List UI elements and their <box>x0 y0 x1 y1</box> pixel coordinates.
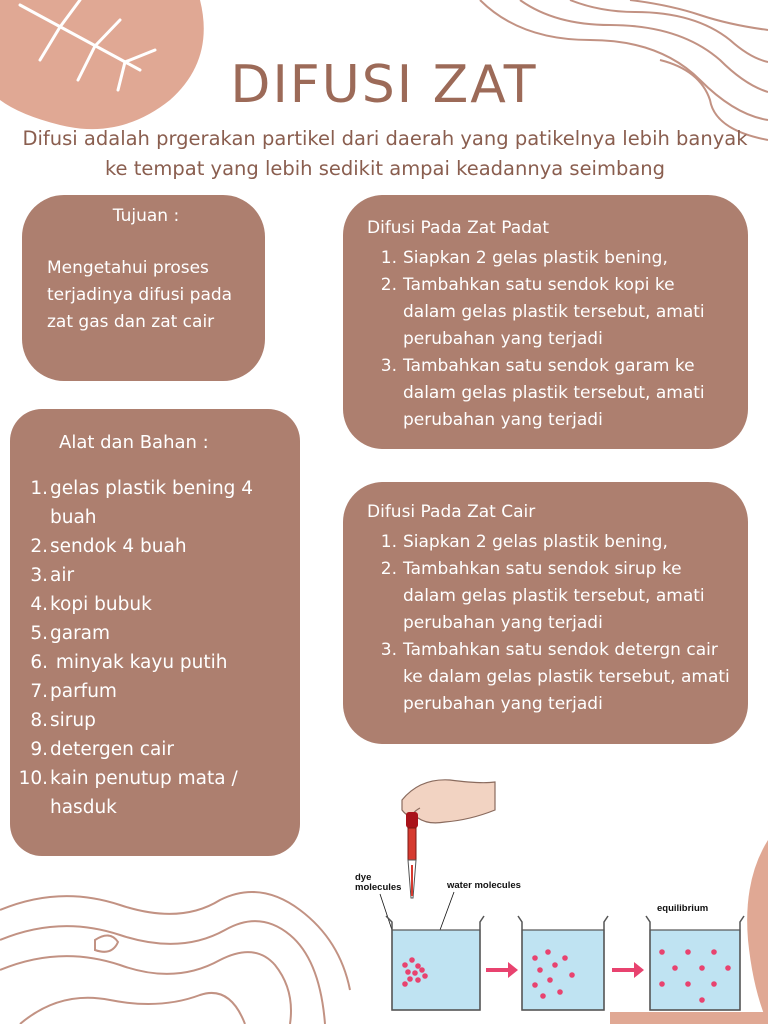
list-item: 2. Tambahkan satu sendok sirup ke dalam gelas plastik tersebut, amati perubahan yang terjadi <box>380 559 705 633</box>
list-item: 2. Tambahkan satu sendok kopi ke dalam gelas plastik tersebut, amati perubahan yang terjadi <box>380 275 705 349</box>
list-item: 7. parfum <box>30 681 117 702</box>
svg-text:dye: dye <box>355 872 372 883</box>
list-item: 5. garam <box>30 623 111 644</box>
list-item: 10. kain penutup mata / hasduk <box>18 768 238 818</box>
alat-heading: Alat dan Bahan : <box>59 432 209 453</box>
diffusion-illustration <box>350 770 760 1024</box>
zat-padat-steps <box>367 245 730 434</box>
list-item: 1. Siapkan 2 gelas plastik bening, <box>380 248 668 268</box>
tujuan-heading: Tujuan : <box>112 206 180 226</box>
beaker-equilibrium <box>646 916 744 1010</box>
label-water-molecules: water molecules <box>447 880 521 891</box>
tujuan-card <box>22 195 265 381</box>
list-item: 3. Tambahkan satu sendok detergn cair ke dalam gelas plastik tersebut, amati perubahan yang terjadi <box>380 640 730 714</box>
page-title: DIFUSI ZAT <box>230 55 538 115</box>
list-item: 6. minyak kayu putih <box>30 652 228 673</box>
zat-padat-card <box>343 195 748 449</box>
svg-text:molecules: molecules <box>355 882 402 893</box>
label-equilibrium: equilibrium <box>657 903 709 914</box>
list-item: 3. Tambahkan satu sendok garam ke dalam gelas plastik tersebut, amati perubahan yang terjadi <box>380 356 705 430</box>
intro-text: Difusi adalah prgerakan partikel dari daerah yang patikelnya lebih banyak ke tempat yang lebih sedikit ampai keadannya seimbang <box>22 127 748 180</box>
tujuan-text: Mengetahui proses terjadinya difusi pada zat gas dan zat cair <box>47 258 233 332</box>
list-item: 1. Siapkan 2 gelas plastik bening, <box>380 532 668 552</box>
list-item: 4. kopi bubuk <box>30 594 152 615</box>
zat-cair-steps <box>367 529 730 718</box>
list-item: 8. sirup <box>30 710 96 731</box>
list-item: 9. detergen cair <box>30 739 175 760</box>
dropper-illustration <box>406 812 418 898</box>
beaker-initial <box>386 916 484 1010</box>
list-item: 3. air <box>30 565 75 586</box>
alat-bahan-card <box>10 409 300 856</box>
list-item: 1. gelas plastik bening 4 buah <box>30 478 254 528</box>
bottom-left-contour-decoration <box>0 860 360 1024</box>
zat-cair-heading: Difusi Pada Zat Cair <box>367 502 536 522</box>
zat-padat-heading: Difusi Pada Zat Padat <box>367 218 549 238</box>
zat-cair-card <box>343 482 748 744</box>
alat-list <box>10 474 280 822</box>
list-item: 2. sendok 4 buah <box>30 536 187 557</box>
beaker-diffusing <box>518 916 608 1010</box>
